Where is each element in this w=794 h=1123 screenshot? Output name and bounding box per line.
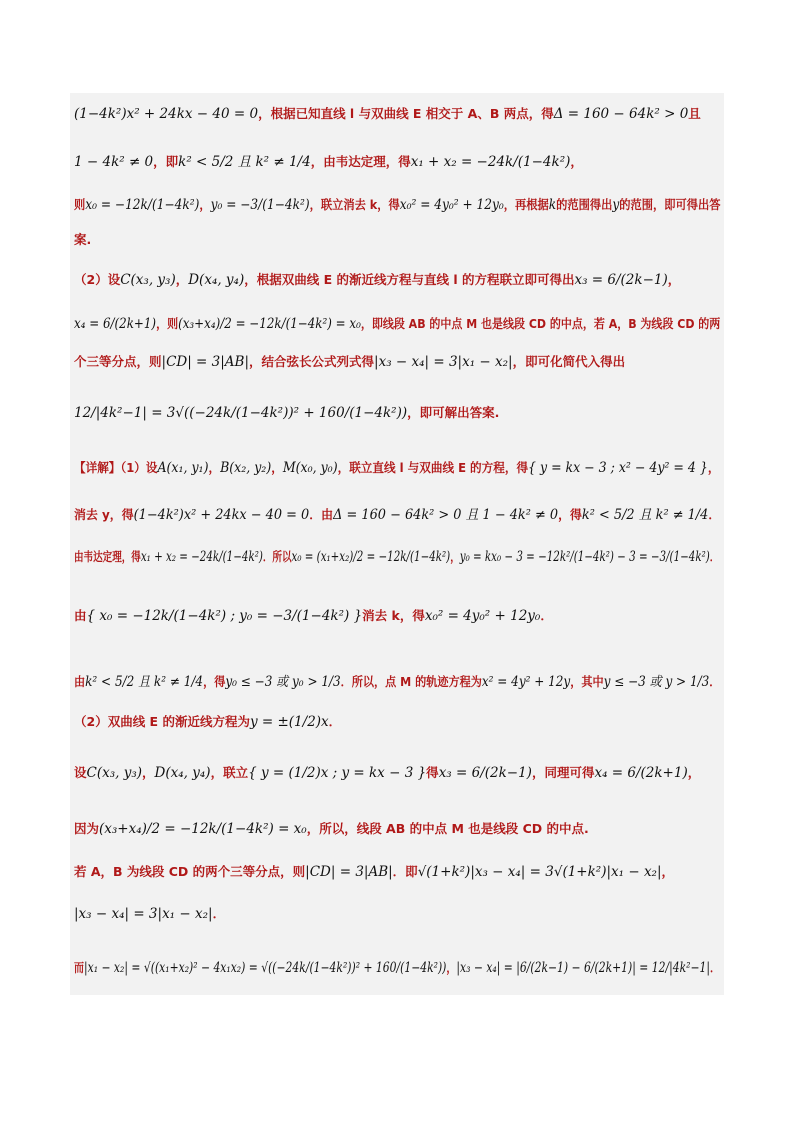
solution-line [74, 352, 625, 370]
text-segment: 得 [426, 765, 439, 780]
math-expression: |x₁ − x₂| = √((x₁+x₂)² − 4x₁x₂) = √((−24k/(1−4k²))² + 160/(1−4k²)) [83, 960, 447, 976]
text-segment: ， [271, 460, 283, 475]
text-segment: ．所以，点 M 的轨迹方程为 [340, 674, 482, 689]
text-segment: ，结合弦长公式列式得 [249, 354, 375, 369]
math-expression: x² = 4y² + 12y [481, 674, 571, 690]
solution-line [74, 904, 225, 922]
math-expression: (x₃+x₄)/2 = −12k/(1−4k²) = x₀ [99, 821, 307, 837]
solution-line [74, 670, 720, 690]
math-expression: |x₃ − x₄| = |6/(2k−1) − 6/(2k+1)| = 12/|4k²−1| [456, 960, 711, 976]
text-segment: 而 [74, 960, 84, 975]
text-segment: ．所以 [262, 549, 292, 564]
math-expression: A(x₁, y₁) [157, 460, 209, 476]
math-expression: x₀² = 4y₀² + 12y₀ [424, 608, 541, 624]
math-expression: x₃ = 6/(2k−1) [574, 272, 668, 288]
text-segment: ． [212, 906, 226, 921]
math-expression: D(x₄, y₄) [154, 765, 211, 781]
text-segment: ． [709, 549, 720, 564]
text-segment: 若 A，B 为线段 CD 的两个三等分点，则 [74, 864, 306, 879]
math-expression: x₀ = (x₁+x₂)/2 = −12k/(1−4k²) [291, 549, 451, 565]
math-expression: Δ = 160 − 64k² > 0 [553, 106, 689, 122]
math-expression: |x₃ − x₄| = 3|x₁ − x₂| [74, 906, 213, 922]
content-panel [70, 93, 724, 995]
text-segment: ，再根据 [503, 197, 549, 212]
text-segment: ，所以，线段 AB 的中点 M 也是线段 CD 的中点. [306, 821, 589, 836]
solution-line [74, 547, 719, 565]
text-segment: ． [540, 608, 553, 623]
math-expression: M(x₀, y₀) [282, 460, 338, 476]
text-segment: ， [667, 272, 681, 287]
math-expression: x₄ = 6/(2k+1) [594, 765, 688, 781]
text-segment: ，联立消去 k，得 [309, 197, 400, 212]
text-segment: ， [570, 154, 583, 169]
math-expression: x₁ + x₂ = −24k/(1−4k²) [140, 549, 263, 565]
text-segment: ， [446, 960, 457, 975]
text-segment: ，则 [156, 316, 179, 331]
solution-line [74, 606, 553, 624]
text-segment: 由 [74, 674, 86, 689]
math-expression: y [612, 197, 620, 213]
math-expression: y ≤ −3 或 y > 1/3 [603, 674, 710, 690]
text-segment: ， [661, 864, 675, 879]
math-expression: C(x₃, y₃) [86, 765, 143, 781]
text-segment: ． [708, 507, 721, 522]
text-segment: 【详解】（1）设 [74, 460, 158, 475]
solution-line [74, 862, 674, 880]
math-expression: y = ±(1/2)x [249, 714, 329, 730]
text-segment: ， [175, 272, 189, 287]
text-segment: 则 [74, 197, 86, 212]
text-segment: 案. [74, 232, 92, 247]
text-segment: ， [142, 765, 155, 780]
solution-line [74, 314, 720, 332]
math-expression: { y = (1/2)x ; y = kx − 3 } [248, 765, 427, 781]
math-expression: x₀ = −12k/(1−4k²) [85, 197, 200, 213]
math-expression: 1 − 4k² ≠ 0 [74, 154, 154, 170]
text-segment: ，即可化简代入得出 [512, 354, 626, 369]
solution-line [74, 458, 719, 476]
math-expression: y₀ = −3/(1−4k²) [210, 197, 310, 213]
text-segment: 消去 k，得 [362, 608, 425, 623]
text-segment: ，根据双曲线 E 的渐近线方程与直线 l 的方程联立即可得出 [244, 272, 575, 287]
math-expression: x₀² = 4y₀² + 12y₀ [399, 197, 504, 213]
text-segment: ，联立直线 l 与双曲线 E 的方程，得 [337, 460, 529, 475]
math-expression: k² < 5/2 且 k² ≠ 1/4 [85, 674, 204, 690]
text-segment: ，联立 [210, 765, 249, 780]
text-segment: ， [199, 197, 211, 212]
math-expression: k² < 5/2 且 k² ≠ 1/4 [178, 154, 311, 170]
text-segment: ，其中 [570, 674, 604, 689]
math-expression: { y = kx − 3 ; x² − 4y² = 4 } [528, 460, 708, 476]
math-expression: C(x₃, y₃) [120, 272, 176, 288]
math-expression: x₄ = 6/(2k+1) [74, 316, 157, 332]
text-segment: ，根据已知直线 l 与双曲线 E 相交于 A、B 两点，得 [258, 106, 554, 121]
solution-line [74, 104, 701, 122]
math-expression: (1−4k²)x² + 24kx − 40 = 0 [74, 106, 259, 122]
text-segment: 的范围，即可得出答 [619, 197, 721, 212]
math-expression: y₀ = kx₀ − 3 = −12k²/(1−4k²) − 3 = −3/(1−4k²) [459, 549, 710, 565]
solution-line [74, 958, 720, 976]
text-segment: ， [687, 765, 701, 780]
solution-line [74, 230, 91, 248]
solution-line [74, 195, 720, 213]
math-expression: k² < 5/2 且 k² ≠ 1/4 [581, 507, 709, 523]
text-segment: 的范围得出 [556, 197, 613, 212]
text-segment: 消去 y，得 [74, 507, 134, 522]
text-segment: ，同理可得 [531, 765, 595, 780]
text-segment: ． [328, 714, 342, 729]
text-segment: ，即可解出答案. [407, 405, 500, 420]
math-expression: y₀ ≤ −3 或 y₀ > 1/3 [225, 674, 341, 690]
text-segment: ， [208, 460, 221, 475]
math-expression: |x₃ − x₄| = 3|x₁ − x₂| [374, 354, 513, 370]
math-expression: 12/|4k²−1| = 3√((−24k/(1−4k²))² + 160/(1−4k²)) [74, 405, 408, 421]
text-segment: ，得 [203, 674, 226, 689]
math-expression: (x₃+x₄)/2 = −12k/(1−4k²) = x₀ [178, 316, 361, 332]
text-segment: ．即 [392, 864, 418, 879]
math-expression: D(x₄, y₄) [188, 272, 245, 288]
text-segment: 个三等分点，则 [74, 354, 162, 369]
math-expression: |CD| = 3|AB| [305, 864, 393, 880]
text-segment: ． [710, 960, 721, 975]
solution-line [74, 712, 341, 730]
text-segment: ，由韦达定理，得 [310, 154, 411, 169]
text-segment: 设 [74, 765, 87, 780]
text-segment: ． [709, 674, 721, 689]
text-segment: ．由 [309, 507, 334, 522]
math-expression: |CD| = 3|AB| [161, 354, 250, 370]
text-segment: （2）双曲线 E 的渐近线方程为 [74, 714, 250, 729]
math-expression: x₁ + x₂ = −24k/(1−4k²) [410, 154, 571, 170]
solution-line [74, 819, 589, 837]
text-segment: ， [450, 549, 460, 564]
solution-line [74, 270, 680, 288]
math-expression: (1−4k²)x² + 24kx − 40 = 0 [133, 507, 310, 523]
math-expression: √(1+k²)|x₃ − x₄| = 3√(1+k²)|x₁ − x₂| [417, 864, 662, 880]
text-segment: ，即线段 AB 的中点 M 也是线段 CD 的中点，若 A，B 为线段 CD 的两 [360, 316, 721, 331]
text-segment: ，即 [153, 154, 179, 169]
solution-line [74, 403, 499, 421]
text-segment: 且 [688, 106, 701, 121]
math-expression: k [548, 197, 557, 213]
solution-line [74, 763, 700, 781]
math-expression: B(x₂, y₂) [220, 460, 272, 476]
text-segment: 因为 [74, 821, 100, 836]
math-expression: Δ = 160 − 64k² > 0 且 1 − 4k² ≠ 0 [333, 507, 559, 523]
text-segment: ，得 [558, 507, 582, 522]
text-segment: 由 [74, 608, 87, 623]
solution-line [74, 503, 720, 523]
solution-line [74, 150, 583, 170]
math-expression: { x₀ = −12k/(1−4k²) ; y₀ = −3/(1−4k²) } [86, 608, 363, 624]
text-segment: ， [707, 460, 720, 475]
math-expression: x₃ = 6/(2k−1) [438, 765, 532, 781]
text-segment: 由韦达定理，得 [74, 549, 141, 564]
text-segment: （2）设 [74, 272, 121, 287]
